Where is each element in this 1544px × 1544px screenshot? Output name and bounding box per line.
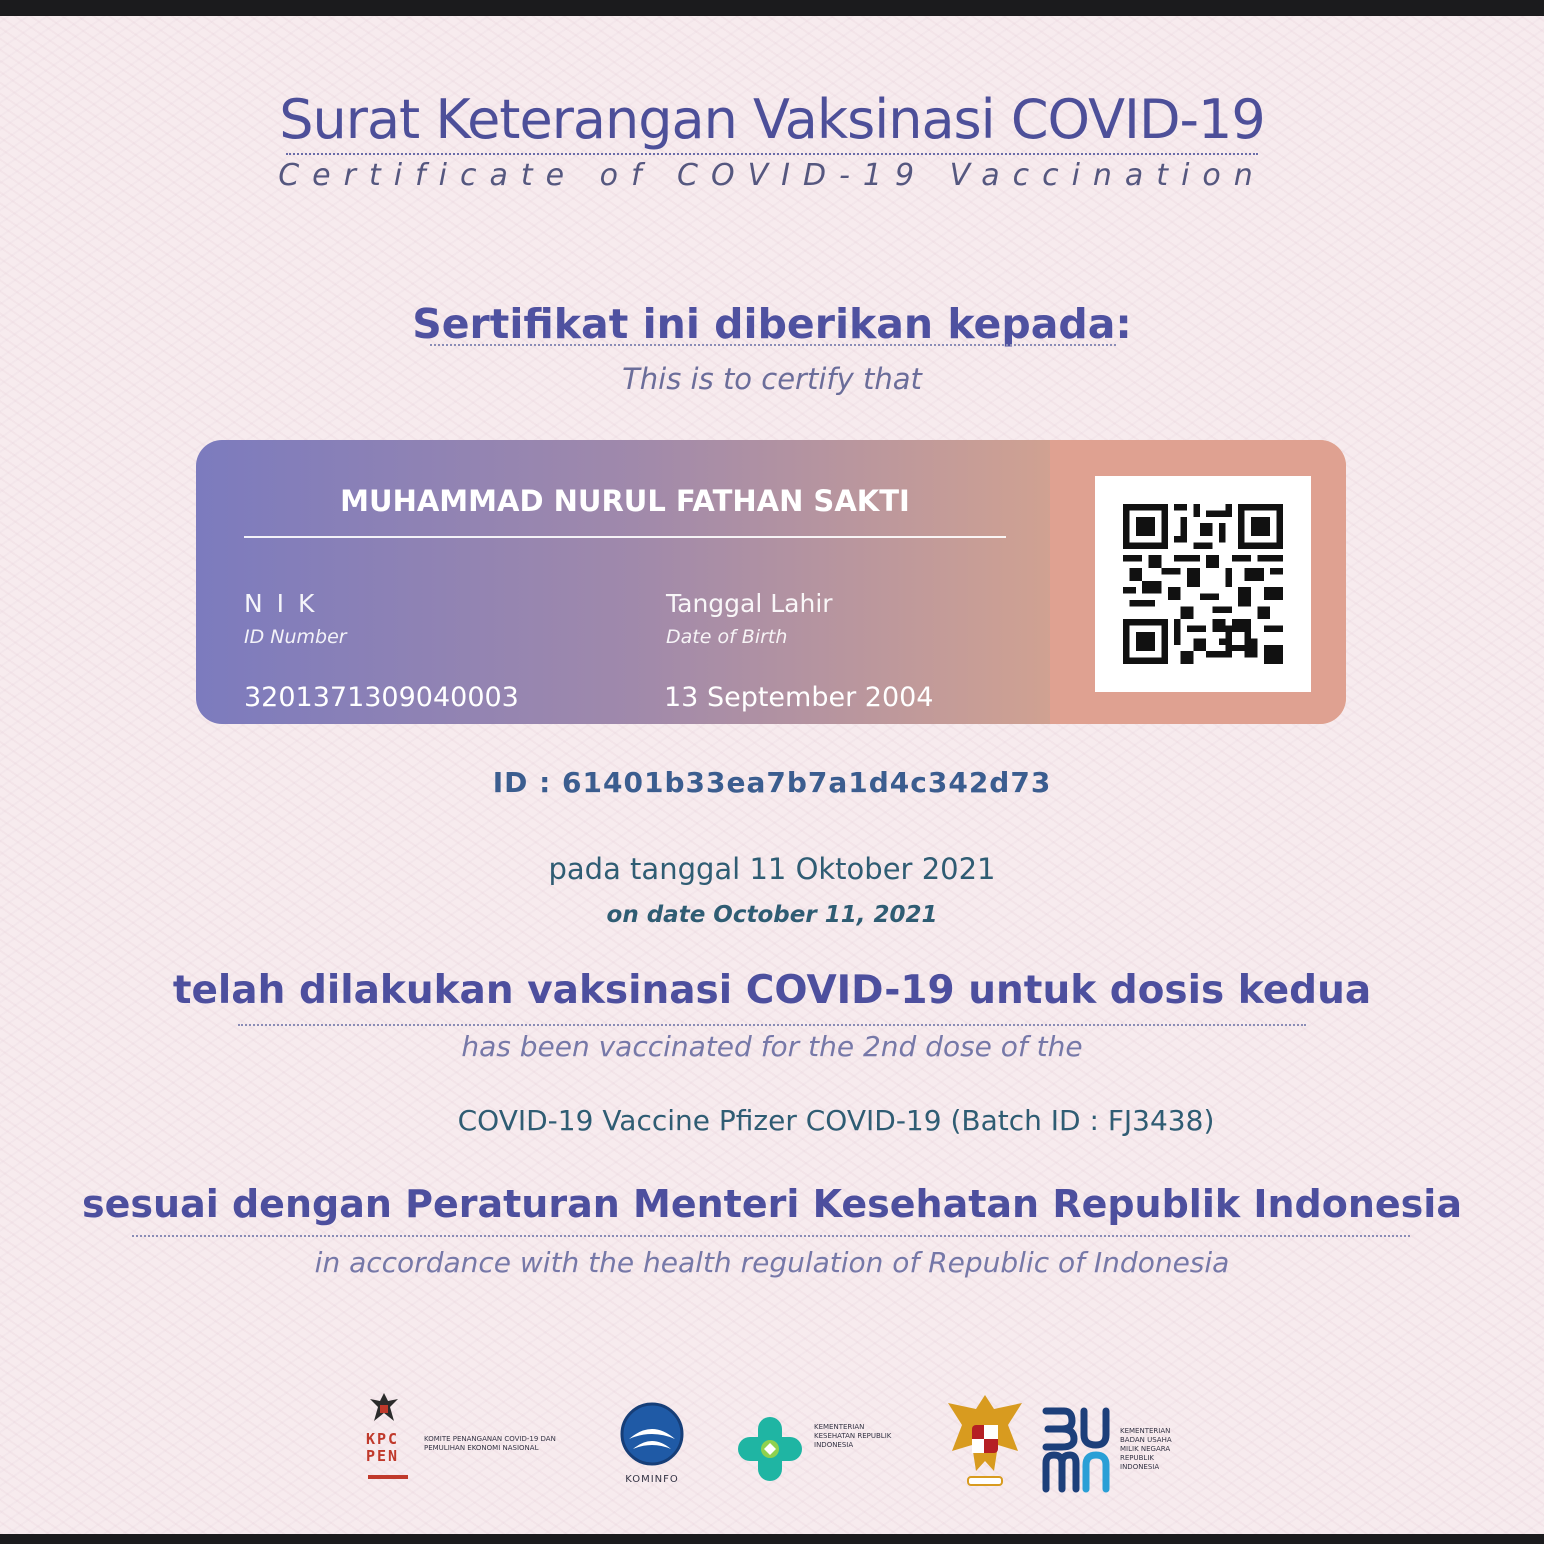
holder-name-divider bbox=[244, 536, 1006, 538]
kominfo-logo bbox=[606, 1399, 698, 1509]
kominfo-text: KOMINFO bbox=[625, 1474, 679, 1485]
regulation-statement: sesuai dengan Peraturan Menteri Kesehatan Republik Indonesia bbox=[82, 1182, 1462, 1226]
given-to-divider bbox=[430, 344, 1116, 346]
vaccine-name: COVID-19 Vaccine Pfizer COVID-19 (Batch ID : FJ3438) bbox=[457, 1104, 1215, 1137]
given-to-label-en: This is to certify that bbox=[622, 362, 922, 396]
nik-value: 3201371309040003 bbox=[244, 682, 519, 713]
dose-divider bbox=[238, 1024, 1306, 1026]
certificate-id: ID : 61401b33ea7b7a1d4c342d73 bbox=[492, 766, 1052, 799]
qr-code-icon bbox=[1123, 504, 1283, 664]
kpcpen-logo bbox=[366, 1391, 566, 1501]
kemenkes-text: KEMENTERIAN KESEHATAN REPUBLIK INDONESIA bbox=[814, 1423, 892, 1449]
dose-statement: telah dilakukan vaksinasi COVID-19 untuk dosis kedua bbox=[172, 968, 1372, 1013]
bumn-text: KEMENTERIAN BADAN USAHA MILIK NEGARA REPUBLIK INDONESIA bbox=[1120, 1427, 1172, 1471]
garuda-pancasila-icon bbox=[942, 1391, 1028, 1499]
bumn-logo bbox=[1040, 1405, 1190, 1505]
garuda-small-icon bbox=[368, 1391, 400, 1427]
nik-label-en: ID Number bbox=[244, 626, 347, 648]
dose-statement-en: has been vaccinated for the 2nd dose of the bbox=[461, 1030, 1083, 1063]
dob-label-en: Date of Birth bbox=[666, 626, 788, 648]
garuda-logo bbox=[942, 1391, 1028, 1501]
nik-label: N I K bbox=[244, 589, 318, 618]
holder-card bbox=[196, 440, 1346, 724]
title-divider bbox=[286, 153, 1258, 155]
regulation-divider bbox=[132, 1235, 1410, 1237]
certificate-page bbox=[0, 16, 1544, 1534]
vaccination-date: pada tanggal 11 Oktober 2021 bbox=[548, 852, 996, 886]
qr-code[interactable] bbox=[1095, 476, 1311, 692]
kominfo-globe-icon bbox=[617, 1399, 687, 1469]
kpcpen-bar bbox=[368, 1475, 408, 1479]
dob-value: 13 September 2004 bbox=[664, 682, 934, 713]
bumn-mark-icon bbox=[1040, 1405, 1112, 1495]
kpcpen-text: KOMITE PENANGANAN COVID-19 DAN PEMULIHAN EKONOMI NASIONAL bbox=[424, 1435, 556, 1452]
certificate-title: Surat Keterangan Vaksinasi COVID-19 bbox=[279, 88, 1265, 151]
kemenkes-cross-icon bbox=[734, 1413, 806, 1485]
partner-logos bbox=[0, 1391, 1544, 1521]
regulation-statement-en: in accordance with the health regulation of Republic of Indonesia bbox=[314, 1246, 1230, 1279]
vaccination-date-en: on date October 11, 2021 bbox=[606, 902, 938, 928]
given-to-label: Sertifikat ini diberikan kepada: bbox=[412, 300, 1132, 348]
holder-name: MUHAMMAD NURUL FATHAN SAKTI bbox=[340, 484, 910, 518]
kpcpen-mark: KPC PEN bbox=[366, 1430, 400, 1465]
certificate-title-en: Certificate of COVID-19 Vaccination bbox=[278, 158, 1266, 193]
kemenkes-logo bbox=[734, 1413, 904, 1493]
dob-label: Tanggal Lahir bbox=[666, 589, 833, 618]
